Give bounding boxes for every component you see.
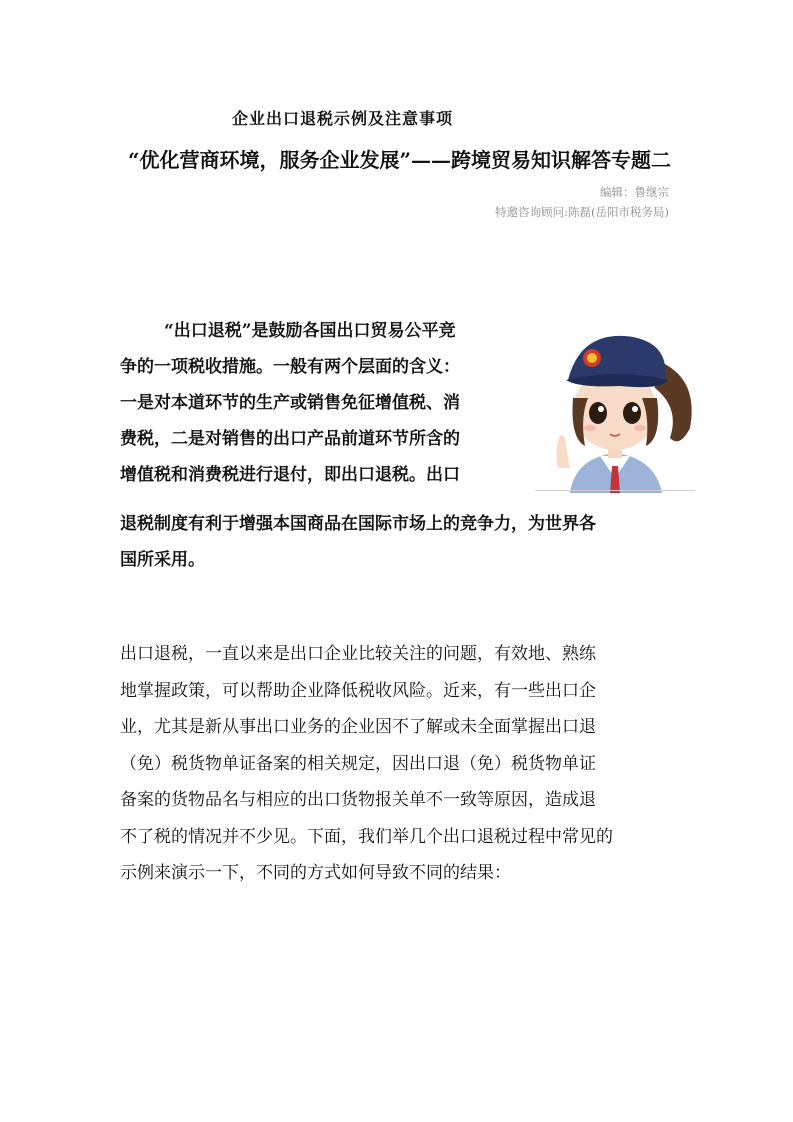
intro-line: 一是对本道环节的生产或销售免征增值税、消 [120,393,460,413]
body-line: 不了税的情况并不少见。下面，我们举几个出口退税过程中常见的 [120,826,613,847]
intro-line: 费税，二是对销售的出口产品前道环节所含的 [120,429,460,449]
page-subtitle: “优化营商环境，服务企业发展”——跨境贸易知识解答专题二 [128,148,672,172]
intro-line: 退税制度有利于增强本国商品在国际市场上的竞争力，为世界各 [120,514,596,534]
body-line: 示例来演示一下，不同的方式如何导致不同的结果： [120,863,511,883]
intro-paragraph [120,313,515,493]
intro-line: 争的一项税收措施。一般有两个层面的含义： [120,357,460,377]
editor-credit: 编辑：鲁继宗 [600,185,669,199]
body-line: 地掌握政策，可以帮助企业降低税收风险。近来，有一些出口企 [120,680,596,701]
body-line: 出口退税，一直以来是出口企业比较关注的问题，有效地、熟练 [120,644,596,664]
intro-line: “出口退税”是鼓励各国出口贸易公平竞 [164,321,456,341]
tax-officer-girl-cartoon-icon [530,318,700,498]
body-paragraph [120,636,680,892]
body-line: （免）税货物单证备案的相关规定，因出口退（免）税货物单证 [120,753,596,774]
body-line: 业，尤其是新从事出口业务的企业因不了解或未全面掌握出口退 [120,717,596,737]
body-line: 备案的货物品名与相应的出口货物报关单不一致等原因，造成退 [120,790,596,810]
intro-paragraph-continued [120,506,680,578]
page-title: 企业出口退税示例及注意事项 [232,109,454,128]
intro-line: 国所采用。 [120,550,205,570]
intro-line: 增值税和消费税进行退付，即出口退税。出口 [120,465,460,485]
consultant-credit: 特邀咨询顾问:陈磊(岳阳市税务局) [495,205,669,219]
divider [535,490,695,491]
